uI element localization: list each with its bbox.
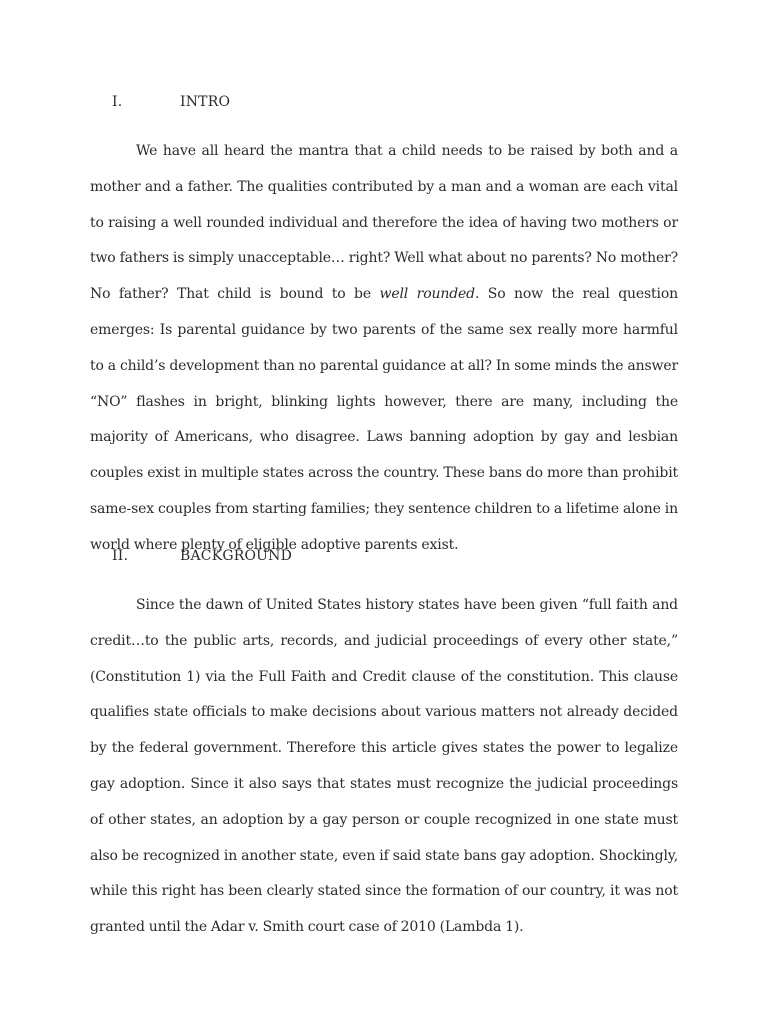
- section-title: BACKGROUND: [180, 548, 293, 564]
- intro-text-part-2: . So now the real question emerges: Is parental guidance by two parents of the same sex really more harmful to a child’s development than no parental guidance at all? In some minds the answer “NO” flashes in bright, blinking lights however, there are many, including the majority of Americans, who disagree. Laws banning adoption by gay and lesbian couples exist in multiple states across the country. These bans do more than prohibit same-sex couples from starting families; they sentence children to a lifetime alone in world where plenty of eligible adoptive parents exist.: [90, 286, 678, 553]
- intro-italic-phrase: well rounded: [379, 286, 475, 303]
- background-paragraph: Since the dawn of United States history states have been given “full faith and credit…to the public arts, records, and judicial proceedings of every other state,” (Constitution 1) via the Full Faith and Credit clause of the constitution. This clause qualifies state officials to make decisions about various matters not already decided by the federal government. Therefore this article gives states the power to legalize gay adoption. Since it also says that states must recognize the judicial proceedings of other states, an adoption by a gay person or couple recognized in one state must also be recognized in another state, even if said state bans gay adoption. Shockingly, while this right has been clearly stated since the formation of our country, it was not granted until the Adar v. Smith court case of 2010 (Lambda 1).: [90, 597, 678, 936]
- section-title: INTRO: [180, 94, 231, 110]
- section-number: II.: [112, 548, 129, 564]
- section-heading: [90, 84, 678, 120]
- section-number: I.: [112, 94, 123, 110]
- section-heading: [90, 538, 678, 574]
- section-intro: [90, 84, 678, 564]
- section-background: [90, 538, 678, 946]
- intro-paragraph: [90, 134, 678, 564]
- intro-text-part-1: We have all heard the mantra that a child needs to be raised by both and a mother and a father. The qualities contributed by a man and a woman are each vital to raising a well rounded individual and therefore the idea of having two mothers or two fathers is simply unacceptable… right? Well what about no parents? No mother? No father? That child is bound to be: [90, 143, 678, 303]
